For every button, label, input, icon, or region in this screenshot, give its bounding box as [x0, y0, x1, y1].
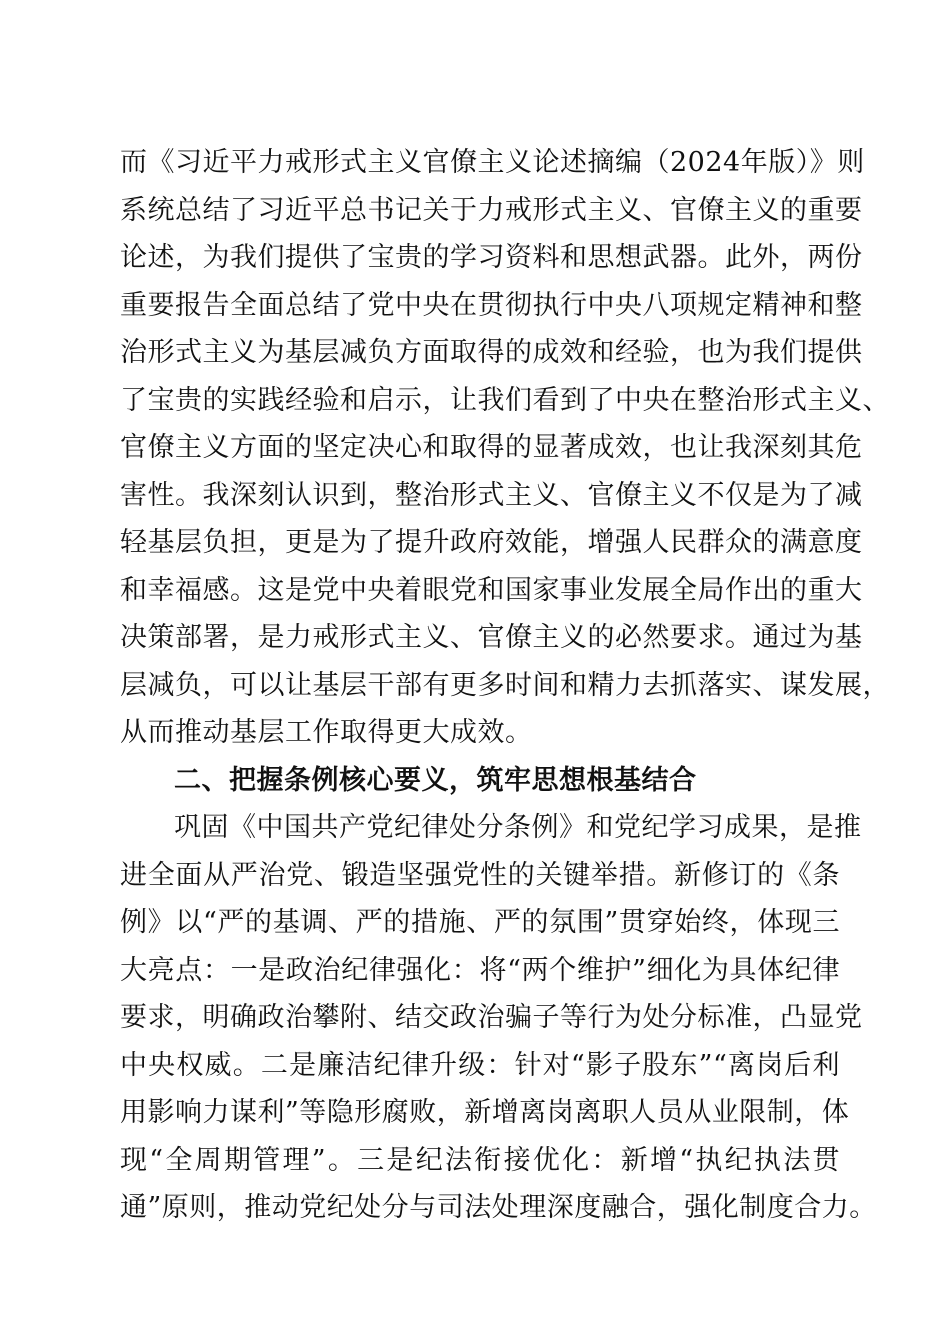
paragraph-1-line-4: 重要报告全面总结了党中央在贯彻执行中央八项规定精神和整: [120, 289, 863, 321]
section-heading: 二、把握条例核心要义，筑牢思想根基结合: [174, 764, 697, 796]
paragraph-1-line-8: 害性。我深刻认识到，整治形式主义、官僚主义不仅是为了减: [120, 479, 863, 511]
paragraph-2-line-9: 通”原则，推动党纪处分与司法处理深度融合，强化制度合力。: [120, 1192, 877, 1223]
paragraph-2-line-1: 巩固《中国共产党纪律处分条例》和党纪学习成果，是推: [174, 812, 862, 843]
paragraph-2-line-7: 用影响力谋利”等隐形腐败，新增离岗离职人员从业限制，体: [120, 1097, 850, 1128]
paragraph-2-line-2: 进全面从严治党、锻造坚强党性的关键举措。新修订的《条: [120, 859, 840, 891]
paragraph-2-line-3: 例》以“严的基调、严的措施、严的氛围”贯穿始终，体现三: [120, 907, 840, 938]
paragraph-1-line-1: 而《习近平力戒形式主义官僚主义论述摘编（2024年版）》则: [120, 147, 865, 178]
paragraph-1-line-2: 系统总结了习近平总书记关于力戒形式主义、官僚主义的重要: [120, 194, 863, 226]
paragraph-1-line-10: 和幸福感。这是党中央着眼党和国家事业发展全局作出的重大: [120, 574, 863, 606]
paragraph-2-line-5: 要求，明确政治攀附、结交政治骗子等行为处分标准，凸显党: [120, 1002, 863, 1033]
paragraph-1-line-11: 决策部署，是力戒形式主义、官僚主义的必然要求。通过为基: [120, 622, 863, 653]
paragraph-2-line-4: 大亮点：一是政治纪律强化：将“两个维护”细化为具体纪律: [120, 954, 840, 986]
paragraph-1-line-3: 论述，为我们提供了宝贵的学习资料和思想武器。此外，两份: [120, 242, 863, 273]
paragraph-1-line-7: 官僚主义方面的坚定决心和取得的显著成效，也让我深刻其危: [120, 432, 863, 463]
paragraph-1-line-9: 轻基层负担，更是为了提升政府效能，增强人民群众的满意度: [120, 527, 863, 558]
paragraph-1-line-5: 治形式主义为基层减负方面取得的成效和经验，也为我们提供: [120, 337, 863, 368]
paragraph-1-line-13: 从而推动基层工作取得更大成效。: [120, 717, 533, 748]
paragraph-1-line-12: 层减负，可以让基层干部有更多时间和精力去抓落实、谋发展，: [120, 669, 890, 701]
document-body: [120, 139, 890, 1232]
paragraph-1-line-6: 了宝贵的实践经验和启示，让我们看到了中央在整治形式主义、: [120, 384, 890, 416]
paragraph-2-line-8: 现“全周期管理”。三是纪法衔接优化：新增“执纪执法贯: [120, 1144, 840, 1176]
paragraph-2-line-6: 中央权威。二是廉洁纪律升级：针对“影子股东”“离岗后利: [120, 1049, 840, 1081]
